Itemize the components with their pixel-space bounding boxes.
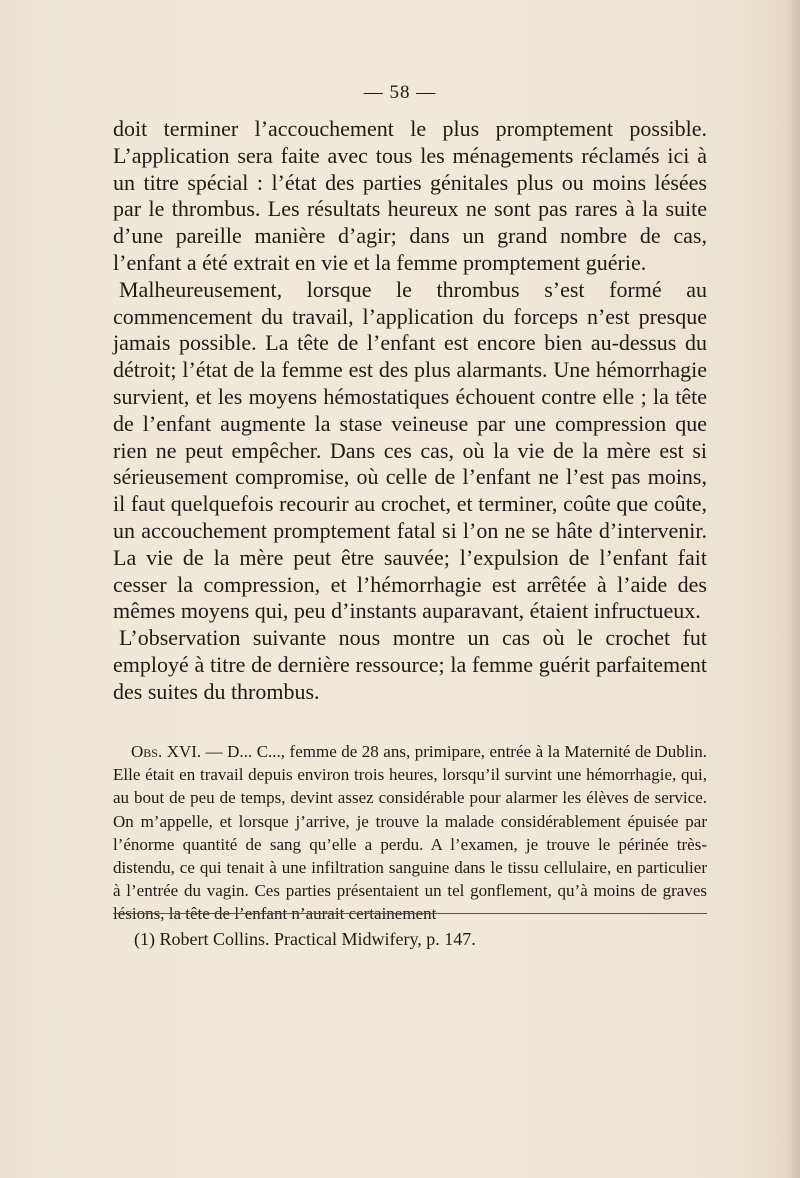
footnote-rule <box>113 913 707 914</box>
page-number: — 58 — <box>363 82 437 103</box>
footnote: (1) Robert Collins. Practical Midwifery, p. 147. <box>134 929 476 949</box>
observation-text: — D... C..., femme de 28 ans, primipare, entrée à la Maternité de Dublin. Elle était en travail depuis environ trois heures, lorsqu’il survint une hémorrhagie, qui, au bout de peu de temps, devint assez considérable pour alarmer les élèves de service. On m’appelle, et lorsque j’arrive, je trouve la malade considérablement épuisée par l’énorme quantité de sang qu’elle a perdu. A l’examen, je trouve le périnée très-distendu, ce qui tenait à une infiltration sanguine dans le tissu cellulaire, en particulier à l’entrée du vagin. Ces parties présentaient un tel gonflement, qu’à moins de graves lésions, la tête de l’enfant n’aurait certainement <box>113 742 707 924</box>
observation-label: Obs. XVI. <box>131 742 202 761</box>
observation-paragraph <box>113 740 707 926</box>
main-text <box>113 116 707 706</box>
paragraph: Malheureusement, lorsque le thrombus s’est formé au commencement du travail, l’application du forceps n’est presque jamais possible. La tête de l’enfant est encore bien au-dessus du détroit; l’état de la femme est des plus alarmants. Une hémorrhagie survient, et les moyens hémostatiques échouent contre elle ; la tête de l’enfant augmente la stase veineuse par une compression que rien ne peut empêcher. Dans ces cas, où la vie de la mère est si sérieusement compromise, où celle de l’enfant ne l’est pas moins, il faut quelquefois recourir au crochet, et terminer, coûte que coûte, un accouchement promptement fatal si l’on ne se hâte d’intervenir. La vie de la mère peut être sauvée; l’expulsion de l’enfant fait cesser la compression, et l’hémorrhagie est arrêtée à l’aide des mêmes moyens qui, peu d’instants auparavant, étaient infructueux. <box>113 276 707 624</box>
page-spine-shadow <box>786 0 800 1178</box>
observation-block <box>113 740 707 926</box>
paragraph: doit terminer l’accouchement le plus promptement possible. L’application sera faite avec tous les ménagements réclamés ici à un titre spécial : l’état des parties génitales plus ou moins lésées par le thrombus. Les résultats heureux ne sont pas rares à la suite d’une pareille manière d’agir; dans un grand nombre de cas, l’enfant a été extrait en vie et la femme promptement guérie. <box>113 116 707 275</box>
paragraph: L’observation suivante nous montre un cas où le crochet fut employé à titre de dernière ressource; la femme guérit parfaitement des suites du thrombus. <box>113 625 707 704</box>
